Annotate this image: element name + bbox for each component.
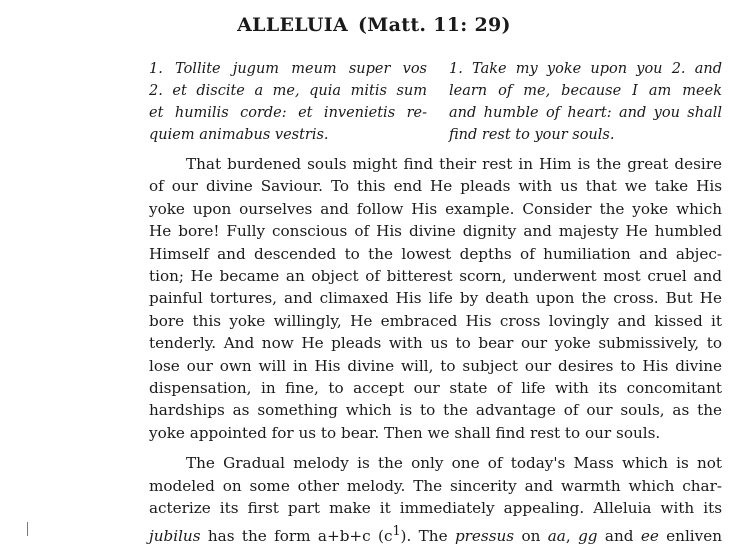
page-title bbox=[0, 14, 748, 36]
paragraph-line: yoke appointed for us to bear. Then we shall find rest to our souls. bbox=[149, 423, 661, 442]
paragraph-line: Himself and descended to the lowest depths of humiliation and abjec- bbox=[149, 244, 722, 263]
latin-line: quiem animabus vestris. bbox=[149, 127, 329, 143]
english-line: and humble of heart: and you shall bbox=[449, 105, 722, 121]
text-fragment: , bbox=[565, 526, 579, 545]
term-pressus: pressus bbox=[454, 526, 515, 545]
paragraph-line: tion; He became an object of bitterest scorn, underwent most cruel and bbox=[149, 267, 722, 286]
paragraph-line: modeled on some other melody. The sincerity and warmth which char- bbox=[149, 476, 722, 495]
paragraph-line: That burdened souls might find their rest in Him is the great desire bbox=[186, 155, 722, 173]
paragraph-line bbox=[149, 520, 722, 547]
paragraph-line: The Gradual melody is the only one of today's Mass which is not bbox=[186, 454, 722, 473]
text-fragment: has the form a+b+c (c bbox=[200, 526, 393, 545]
paragraph-1 bbox=[149, 153, 722, 444]
english-translation-column bbox=[449, 58, 722, 146]
latin-line: 2. et discite a me, quia mitis sum bbox=[149, 83, 427, 99]
paragraph-line: dispensation, in fine, to accept our state of life with its concomitant bbox=[149, 379, 722, 398]
text-fragment: and bbox=[597, 526, 641, 545]
text-fragment: ). The bbox=[400, 526, 455, 545]
text-fragment: on bbox=[514, 526, 548, 545]
margin-mark bbox=[27, 522, 28, 536]
superscript: 1 bbox=[392, 522, 401, 538]
paragraph-line: tenderly. And now He pleads with us to bear our yoke submissively, to bbox=[149, 334, 722, 353]
paragraph-line: hardships as something which is to the advantage of our souls, as the bbox=[149, 401, 722, 420]
latin-line: et humilis corde: et invenietis re- bbox=[149, 105, 427, 121]
term-jubilus: jubilus bbox=[149, 526, 201, 545]
paragraph-line: bore this yoke willingly, He embraced His cross lovingly and kissed it bbox=[149, 311, 722, 330]
latin-line: 1. Tollite jugum meum super vos bbox=[149, 61, 427, 77]
title-reference: (Matt. 11: 29) bbox=[358, 14, 511, 36]
paragraph-line: lose our own will in His divine will, to subject our desires to His divine bbox=[149, 356, 722, 375]
paragraph-2 bbox=[149, 452, 722, 547]
paragraph-line: painful tortures, and climaxed His life by death upon the cross. But He bbox=[149, 289, 722, 308]
english-line: find rest to your souls. bbox=[449, 127, 615, 143]
paragraph-line: of our divine Saviour. To this end He pleads with us that we take His bbox=[149, 177, 722, 196]
paragraph-line: acterize its first part make it immediately appealing. Alleluia with its bbox=[149, 499, 722, 518]
english-line: 1. Take my yoke upon you 2. and bbox=[449, 61, 722, 77]
text-fragment: enliven bbox=[658, 526, 723, 545]
term-ee: ee bbox=[640, 526, 659, 545]
latin-text-column bbox=[149, 58, 427, 146]
paragraph-line: yoke upon ourselves and follow His example. Consider the yoke which bbox=[149, 199, 722, 218]
commentary-body bbox=[149, 153, 722, 547]
title-text: ALLELUIA bbox=[237, 14, 349, 36]
paragraph-line: He bore! Fully conscious of His divine dignity and majesty He humbled bbox=[149, 222, 722, 241]
term-aa: aa bbox=[547, 526, 566, 545]
term-gg: gg bbox=[578, 526, 598, 545]
english-line: learn of me, because I am meek bbox=[449, 83, 722, 99]
